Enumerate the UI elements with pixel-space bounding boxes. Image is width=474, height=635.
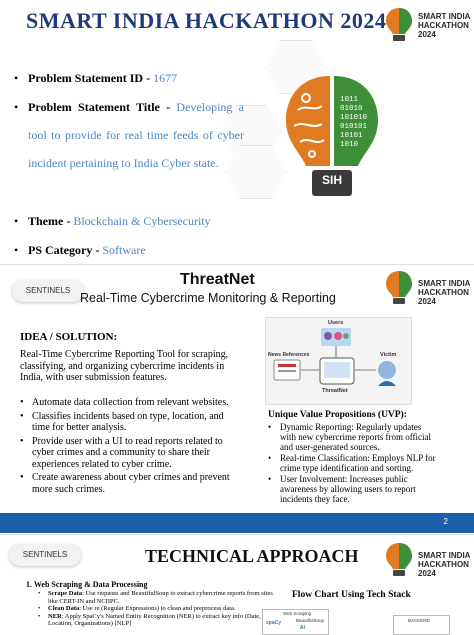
list-item-text: Classifies incidents based on type, location, and time for better analysis.: [32, 410, 224, 433]
point-text: : Use requests and BeautifulSoup to extract cybercrime reports from sites like CERT-IN and NCIIPC.: [48, 590, 273, 605]
bullet-ps-id: • Problem Statement ID - 1677: [14, 71, 178, 85]
binary-line: 1010: [340, 141, 359, 149]
point-text: : Apply SpaCy's Named Entity Recognition (NER) to extract key info (Date, Location, Organizations) [NLP]: [48, 612, 261, 627]
flow-box-scraping: [262, 609, 329, 635]
slide-idea: [0, 264, 474, 535]
bullet-ps-title: • Problem Statement Title - Developing a tool to provide for real time feeds of cyber incident pertaining to India Cyber state.: [14, 100, 245, 170]
point-text: : Use re (Regular Expressions) to clean and preprocess data.: [79, 605, 236, 612]
bulb-logo-icon: [384, 6, 414, 44]
diagram-label-users: Users: [328, 320, 344, 326]
flow-label: spaCy: [266, 620, 282, 626]
page-title: SMART INDIA HACKATHON 2024: [26, 8, 387, 33]
point-label: NER: [48, 612, 62, 620]
slide-subtitle: Real-Time Cybercrime Monitoring & Reporting: [80, 291, 336, 305]
list-item-text: Dynamic Reporting: Regularly updates with new cybercrime reports from official and user-generated sources.: [280, 422, 432, 452]
list-item: • Scrape Data: Use requests and BeautifulSoup to extract cybercrime reports from sites like CERT-IN and NCIIPC.: [38, 590, 273, 605]
logo-text-line: SMART INDIA: [418, 551, 471, 560]
brain-bulb-illustration: [272, 70, 392, 210]
binary-line: 1011: [340, 96, 359, 104]
uvp-points: [268, 422, 438, 505]
list-item-text: User Involvement: Increases public awareness by allowing users to report incidents they face.: [280, 474, 416, 504]
list-item: • Clean Data: Use re (Regular Expressions) to clean and preprocess data.: [38, 605, 236, 612]
logo-text-line: HACKATHON: [418, 288, 469, 297]
flow-label: AI: [300, 625, 305, 631]
list-item: • Automate data collection from relevant websites.: [20, 397, 229, 408]
flow-label: BACKEND: [408, 618, 430, 623]
binary-line: 01010: [340, 105, 363, 113]
list-item: • Real-time Classification: Employs NLP for crime type identification and sorting.: [268, 453, 436, 473]
idea-points: [20, 397, 235, 497]
uvp-heading: Unique Value Propositions (UVP):: [268, 410, 407, 420]
logo-text-line: SMART INDIA: [418, 279, 471, 288]
bullet-theme: • Theme - Blockchain & Cybersecurity: [14, 214, 211, 228]
team-badge: SENTINELS: [12, 280, 84, 302]
sih-logo: [384, 541, 472, 581]
slide-title: TECHNICAL APPROACH: [145, 546, 359, 566]
slide-title: ThreatNet: [180, 271, 255, 288]
list-item: • Create awareness about cyber crimes and prevent more such crimes.: [20, 472, 230, 495]
list-item-text: Create awareness about cyber crimes and prevent more such crimes.: [32, 472, 230, 495]
point-label: Scrape Data: [48, 590, 83, 597]
idea-heading: IDEA / SOLUTION:: [20, 331, 118, 343]
bullet-value: Blockchain & Cybersecurity: [73, 214, 211, 228]
list-item-text: Real-time Classification: Employs NLP for crime type identification and sorting.: [280, 453, 436, 473]
section-heading: 1. Web Scraping & Data Processing: [26, 580, 148, 589]
slide-technical: [0, 534, 474, 633]
page-number: 2: [443, 517, 448, 526]
list-item: • User Involvement: Increases public awareness by allowing users to report incidents they face.: [268, 474, 416, 504]
flow-box-backend: [393, 615, 450, 635]
logo-text-line: SMART INDIA: [418, 12, 471, 21]
list-item-text: Automate data collection from relevant websites.: [32, 397, 229, 408]
binary-line: 10101: [340, 132, 363, 140]
logo-text-line: HACKATHON: [418, 560, 469, 569]
idea-description: Real-Time Cybercrime Reporting Tool for scraping, classifying, and organizing cybercrime incidents in India, with user submission features.: [20, 349, 229, 383]
threatnet-diagram: [265, 317, 412, 405]
sih-logo: [384, 269, 472, 309]
flow-label: Web Scraping: [283, 611, 312, 616]
sih-logo: [384, 6, 472, 46]
flow-label: BeautifulSoup: [296, 618, 325, 623]
diagram-label-victim: Victim: [380, 352, 397, 358]
logo-text-line: 2024: [418, 30, 436, 39]
bulb-logo-icon: [384, 269, 414, 307]
bullet-value: Software: [102, 243, 146, 257]
footer-bar: [0, 513, 474, 533]
bullet-label: Problem Statement Title -: [28, 100, 177, 114]
bullet-value: Developing a tool to provide for real time feeds of cyber incident pertaining to India Cyber state.: [28, 100, 245, 170]
binary-line: 101010: [340, 114, 368, 122]
list-item: • Provide user with a UI to read reports related to cyber crimes and a community to share their experiences related to cyber crime.: [20, 435, 223, 470]
list-item-text: Provide user with a UI to read reports related to cyber crimes and a community to share their experiences related to cyber crime.: [32, 435, 223, 470]
list-item: • NER: Apply SpaCy's Named Entity Recognition (NER) to extract key info (Date, Location, Organizations) [NLP]: [38, 612, 261, 627]
diagram-label-center: ThreatNet: [322, 388, 348, 394]
tech-points: [38, 590, 273, 628]
binary-line: 010101: [340, 123, 368, 131]
bullet-category: • PS Category - Software: [14, 243, 146, 257]
binary-code: [340, 96, 367, 150]
sih-badge: SIH: [321, 173, 342, 187]
bulb-logo-icon: [384, 541, 414, 579]
team-badge: SENTINELS: [9, 544, 81, 566]
list-item: • Classifies incidents based on type, location, and time for better analysis.: [20, 410, 224, 433]
diagram-label-news: News References: [268, 352, 310, 358]
slide-title-info: [0, 0, 474, 262]
bullet-value: 1677: [153, 71, 178, 85]
logo-text-line: HACKATHON: [418, 21, 469, 30]
flowchart-title: Flow Chart Using Tech Stack: [292, 590, 411, 600]
bullet-label: Problem Statement ID -: [28, 71, 154, 85]
list-item: • Dynamic Reporting: Regularly updates with new cybercrime reports from official and user-generated sources.: [268, 422, 432, 452]
bullet-label: Theme -: [28, 214, 74, 228]
logo-text-line: 2024: [418, 569, 436, 578]
logo-text-line: 2024: [418, 297, 436, 306]
point-label: Clean Data: [48, 605, 80, 612]
brain-icon: [272, 70, 392, 210]
bullet-label: PS Category -: [28, 243, 103, 257]
